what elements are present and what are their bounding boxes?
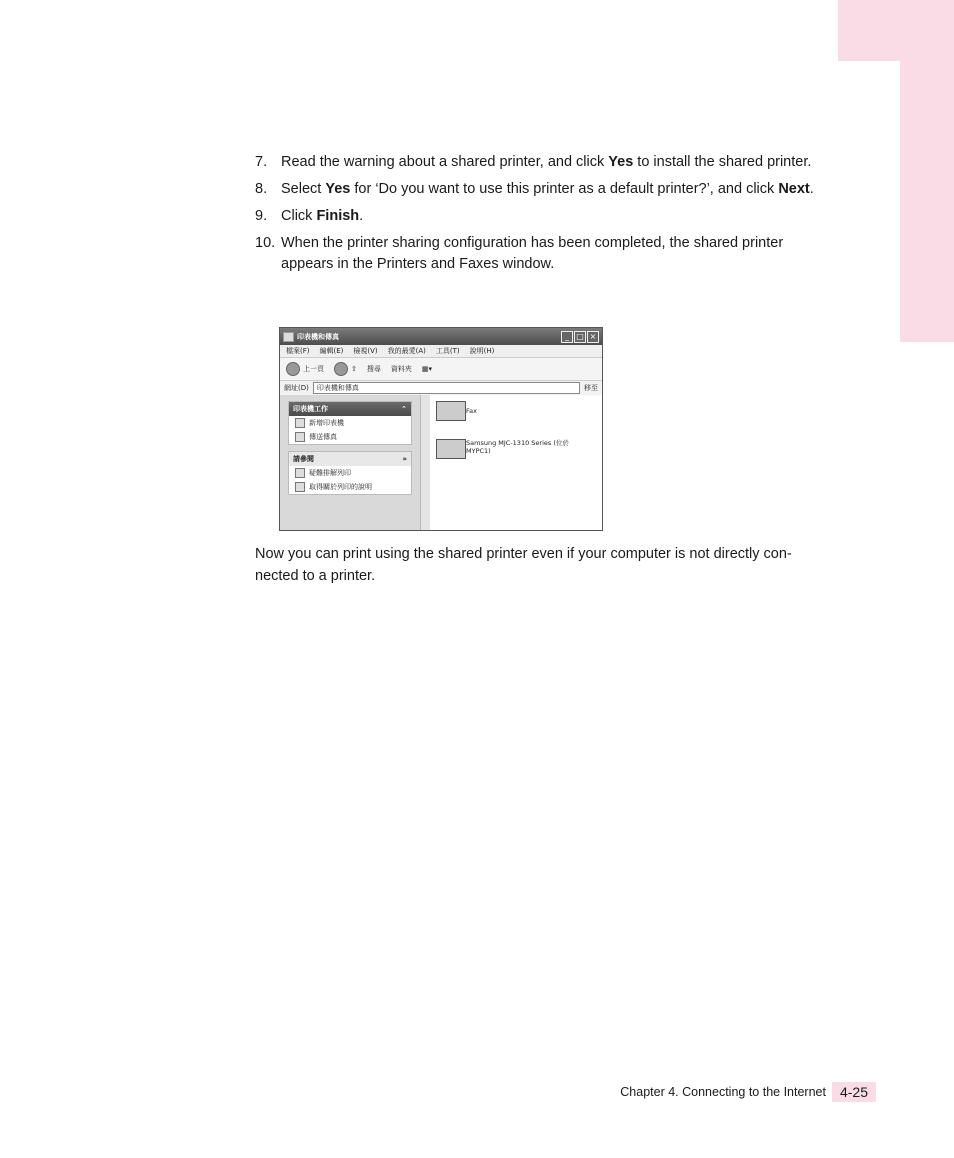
printer-icon — [283, 332, 294, 342]
minimize-icon[interactable]: _ — [561, 331, 573, 343]
window-body — [280, 395, 602, 530]
add-printer-link[interactable] — [289, 416, 411, 430]
step-number: 10. — [255, 235, 276, 251]
step-text: Click — [281, 208, 317, 224]
send-fax-link[interactable] — [289, 430, 411, 444]
side-strip — [900, 61, 954, 342]
window-titlebar — [280, 328, 602, 345]
menu-bar — [280, 345, 602, 358]
shared-printer-label[interactable]: Samsung MJC-1310 Series (位於 MYPC1) — [466, 439, 569, 455]
step-text: When the printer sharing configuration has been completed, the shared printer appears in the Printers and Faxes window. — [281, 235, 784, 272]
step-list — [255, 152, 815, 281]
views-icon[interactable]: ▦▾ — [421, 365, 433, 373]
back-arrow-icon[interactable] — [286, 362, 300, 376]
step-text: . — [809, 181, 814, 197]
toolbar — [280, 358, 602, 381]
info-icon — [295, 482, 305, 492]
see-also-panel — [288, 451, 412, 495]
step-text: to install the shared printer. — [633, 154, 812, 170]
page-number: 4-25 — [832, 1082, 876, 1102]
go-button[interactable]: 移至 — [584, 384, 598, 392]
closing-paragraph: Now you can print using the shared printer even if your computer is not directly con-nected to a printer. — [255, 546, 792, 584]
side-tab — [838, 0, 954, 61]
panel-header[interactable] — [289, 402, 411, 416]
address-bar — [280, 381, 602, 396]
folders-button[interactable]: 資料夾 — [390, 365, 412, 373]
maximize-icon[interactable]: □ — [574, 331, 586, 343]
panel-title: 印表機工作 — [293, 405, 328, 413]
link-label: 疑難排解列印 — [309, 469, 351, 477]
address-input[interactable] — [313, 382, 580, 394]
window-title: 印表機和傳真 — [297, 332, 339, 341]
fax-icon — [295, 432, 305, 442]
task-pane — [280, 395, 420, 530]
menu-file[interactable]: 檔案(F) — [286, 347, 310, 355]
close-icon[interactable]: × — [587, 331, 599, 343]
step-9 — [255, 206, 815, 227]
add-printer-icon — [295, 418, 305, 428]
up-folder-icon[interactable]: ⇧ — [351, 365, 357, 373]
step-7 — [255, 152, 815, 173]
step-number: 8. — [255, 181, 268, 197]
menu-edit[interactable]: 編輯(E) — [319, 347, 344, 355]
troubleshoot-link[interactable] — [289, 466, 411, 480]
fax-label[interactable]: Fax — [466, 407, 477, 415]
step-text: for ‘Do you want to use this printer as a default printer?’, and click — [350, 181, 779, 197]
chapter-title: Chapter 4. Connecting to the Internet — [620, 1085, 826, 1099]
printer-tasks-panel — [288, 401, 412, 445]
forward-arrow-icon[interactable] — [334, 362, 348, 376]
step-text: Select — [281, 181, 326, 197]
menu-help[interactable]: 說明(H) — [469, 347, 495, 355]
address-value: 印表機和傳真 — [316, 384, 359, 392]
menu-view[interactable]: 檢視(V) — [353, 347, 378, 355]
printer-list — [430, 395, 602, 530]
printers-window-screenshot — [279, 327, 603, 531]
step-text: Read the warning about a shared printer, and click — [281, 154, 609, 170]
step-emphasis: Next — [778, 181, 810, 197]
step-emphasis: Yes — [325, 181, 351, 197]
shared-printer-icon[interactable] — [436, 439, 466, 459]
fax-printer-icon[interactable] — [436, 401, 466, 421]
step-text: . — [359, 208, 364, 224]
link-label: 新增印表機 — [309, 419, 344, 427]
help-icon — [295, 468, 305, 478]
scrollbar[interactable] — [420, 395, 430, 530]
link-label: 取得關於列印的說明 — [309, 483, 372, 491]
panel-header[interactable] — [289, 452, 411, 466]
expand-icon[interactable]: » — [402, 455, 407, 463]
back-button[interactable]: 上一頁 — [303, 365, 324, 373]
menu-tools[interactable]: 工具(T) — [435, 347, 460, 355]
page-footer — [612, 1082, 876, 1102]
step-number: 9. — [255, 208, 268, 224]
step-emphasis: Finish — [316, 208, 360, 224]
collapse-icon[interactable]: ⌃ — [401, 405, 407, 413]
step-emphasis: Yes — [608, 154, 634, 170]
menu-favorites[interactable]: 我的最愛(A) — [387, 347, 426, 355]
address-label: 網址(D) — [284, 384, 309, 392]
print-help-link[interactable] — [289, 480, 411, 494]
search-button[interactable]: 搜尋 — [366, 365, 381, 373]
step-number: 7. — [255, 154, 268, 170]
link-label: 傳送傳真 — [309, 433, 337, 441]
panel-title: 請參閱 — [293, 455, 314, 463]
step-10 — [255, 233, 815, 275]
step-8 — [255, 179, 815, 200]
